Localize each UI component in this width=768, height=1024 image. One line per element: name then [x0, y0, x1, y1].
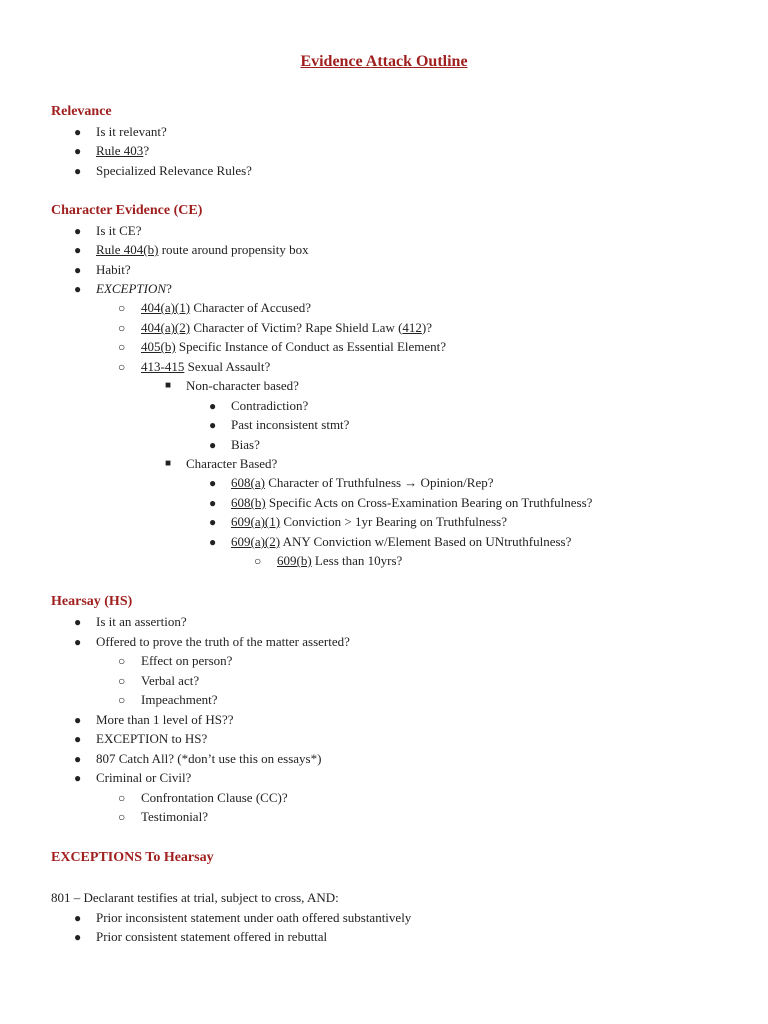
page-title: Evidence Attack Outline	[300, 53, 468, 70]
bullet-disc: ●	[209, 418, 217, 432]
list-item: Offered to prove the truth of the matter asserted?	[96, 634, 350, 649]
list-item: 608(a) Character of Truthfulness → Opinion/Rep?	[231, 475, 494, 490]
list-item: Past inconsistent stmt?	[231, 417, 350, 432]
list-item: 609(b) Less than 10yrs?	[277, 553, 403, 568]
section-heading-relevance: Relevance	[51, 104, 112, 119]
list-item: Confrontation Clause (CC)?	[141, 790, 288, 805]
bullet-circle: ○	[118, 340, 126, 354]
bullet-disc: ●	[209, 535, 217, 549]
rule-link[interactable]: 609(a)(2)	[231, 534, 281, 549]
bullet-disc: ●	[209, 476, 217, 490]
list-item: 413-415 Sexual Assault?	[141, 359, 271, 374]
list-item: Effect on person?	[141, 653, 233, 668]
bullet-circle: ○	[118, 654, 126, 668]
bullet-disc: ●	[74, 635, 82, 649]
bullet-circle: ○	[118, 674, 126, 688]
list-item: Criminal or Civil?	[96, 770, 192, 785]
rule-link[interactable]: 404(a)(1)	[141, 300, 191, 315]
bullet-circle: ○	[118, 791, 126, 805]
bullet-disc: ●	[74, 224, 82, 238]
bullet-circle: ○	[118, 693, 126, 707]
list-item: Is it relevant?	[96, 124, 167, 139]
list-item: Habit?	[96, 262, 131, 277]
list-item: 609(a)(2) ANY Conviction w/Element Based on UNtruthfulness?	[231, 534, 572, 549]
bullet-disc: ●	[74, 713, 82, 727]
bullet-disc: ●	[74, 144, 82, 158]
bullet-disc: ●	[74, 732, 82, 746]
section-heading-character-evidence: Character Evidence (CE)	[51, 203, 203, 218]
list-item: Specialized Relevance Rules?	[96, 163, 252, 178]
bullet-disc: ●	[74, 164, 82, 178]
bullet-disc: ●	[74, 911, 82, 925]
bullet-circle: ○	[118, 321, 126, 335]
list-item: Character Based?	[186, 456, 278, 471]
bullet-disc: ●	[74, 243, 82, 257]
list-item: Testimonial?	[141, 809, 208, 824]
list-item: Is it CE?	[96, 223, 142, 238]
bullet-disc: ●	[74, 752, 82, 766]
bullet-square: ■	[165, 380, 172, 391]
list-item: Non-character based?	[186, 378, 299, 393]
list-item: EXCEPTION to HS?	[96, 731, 208, 746]
list-item: Contradiction?	[231, 398, 309, 413]
list-item: Prior inconsistent statement under oath offered substantively	[96, 910, 412, 925]
bullet-disc: ●	[74, 282, 82, 296]
list-item: 404(a)(2) Character of Victim? Rape Shield Law (412)?	[141, 320, 433, 335]
bullet-disc: ●	[74, 263, 82, 277]
bullet-circle: ○	[118, 360, 126, 374]
bullet-circle: ○	[118, 810, 126, 824]
bullet-disc: ●	[74, 771, 82, 785]
rule-link[interactable]: 609(a)(1)	[231, 514, 281, 529]
rule-link[interactable]: 608(a)	[231, 475, 265, 490]
rule-link[interactable]: Rule 403	[96, 143, 144, 158]
list-item: More than 1 level of HS??	[96, 712, 234, 727]
bullet-circle: ○	[118, 301, 126, 315]
rule-link[interactable]: 609(b)	[277, 553, 312, 568]
list-item: EXCEPTION?	[96, 281, 172, 296]
bullet-disc: ●	[209, 515, 217, 529]
list-item: Rule 404(b) route around propensity box	[96, 242, 309, 257]
bullet-disc: ●	[209, 399, 217, 413]
list-item: 404(a)(1) Character of Accused?	[141, 300, 312, 315]
rule-link[interactable]: 412	[402, 320, 422, 335]
bullet-disc: ●	[209, 496, 217, 510]
list-item: Prior consistent statement offered in rebuttal	[96, 929, 328, 944]
list-item: 609(a)(1) Conviction > 1yr Bearing on Truthfulness?	[231, 514, 507, 529]
rule-link[interactable]: 404(a)(2)	[141, 320, 191, 335]
list-item: Impeachment?	[141, 692, 218, 707]
rule-link[interactable]: Rule 404(b)	[96, 242, 159, 257]
list-item: 405(b) Specific Instance of Conduct as Essential Element?	[141, 339, 447, 354]
list-item: Verbal act?	[141, 673, 200, 688]
bullet-disc: ●	[74, 125, 82, 139]
section-heading-exceptions: EXCEPTIONS To Hearsay	[51, 850, 214, 865]
bullet-circle: ○	[254, 554, 262, 568]
rule-link[interactable]: 608(b)	[231, 495, 266, 510]
list-item: Is it an assertion?	[96, 614, 187, 629]
bullet-disc: ●	[74, 615, 82, 629]
section-heading-hearsay: Hearsay (HS)	[51, 594, 133, 609]
list-item: 608(b) Specific Acts on Cross-Examination Bearing on Truthfulness?	[231, 495, 593, 510]
list-item: 807 Catch All? (*don’t use this on essays*)	[96, 751, 322, 766]
rule-link[interactable]: 413-415	[141, 359, 185, 374]
paragraph-text: 801 – Declarant testifies at trial, subject to cross, AND:	[51, 890, 339, 905]
bullet-square: ■	[165, 458, 172, 469]
bullet-disc: ●	[74, 930, 82, 944]
list-item: Bias?	[231, 437, 260, 452]
bullet-disc: ●	[209, 438, 217, 452]
rule-link[interactable]: 405(b)	[141, 339, 176, 354]
list-item: Rule 403?	[96, 143, 150, 158]
